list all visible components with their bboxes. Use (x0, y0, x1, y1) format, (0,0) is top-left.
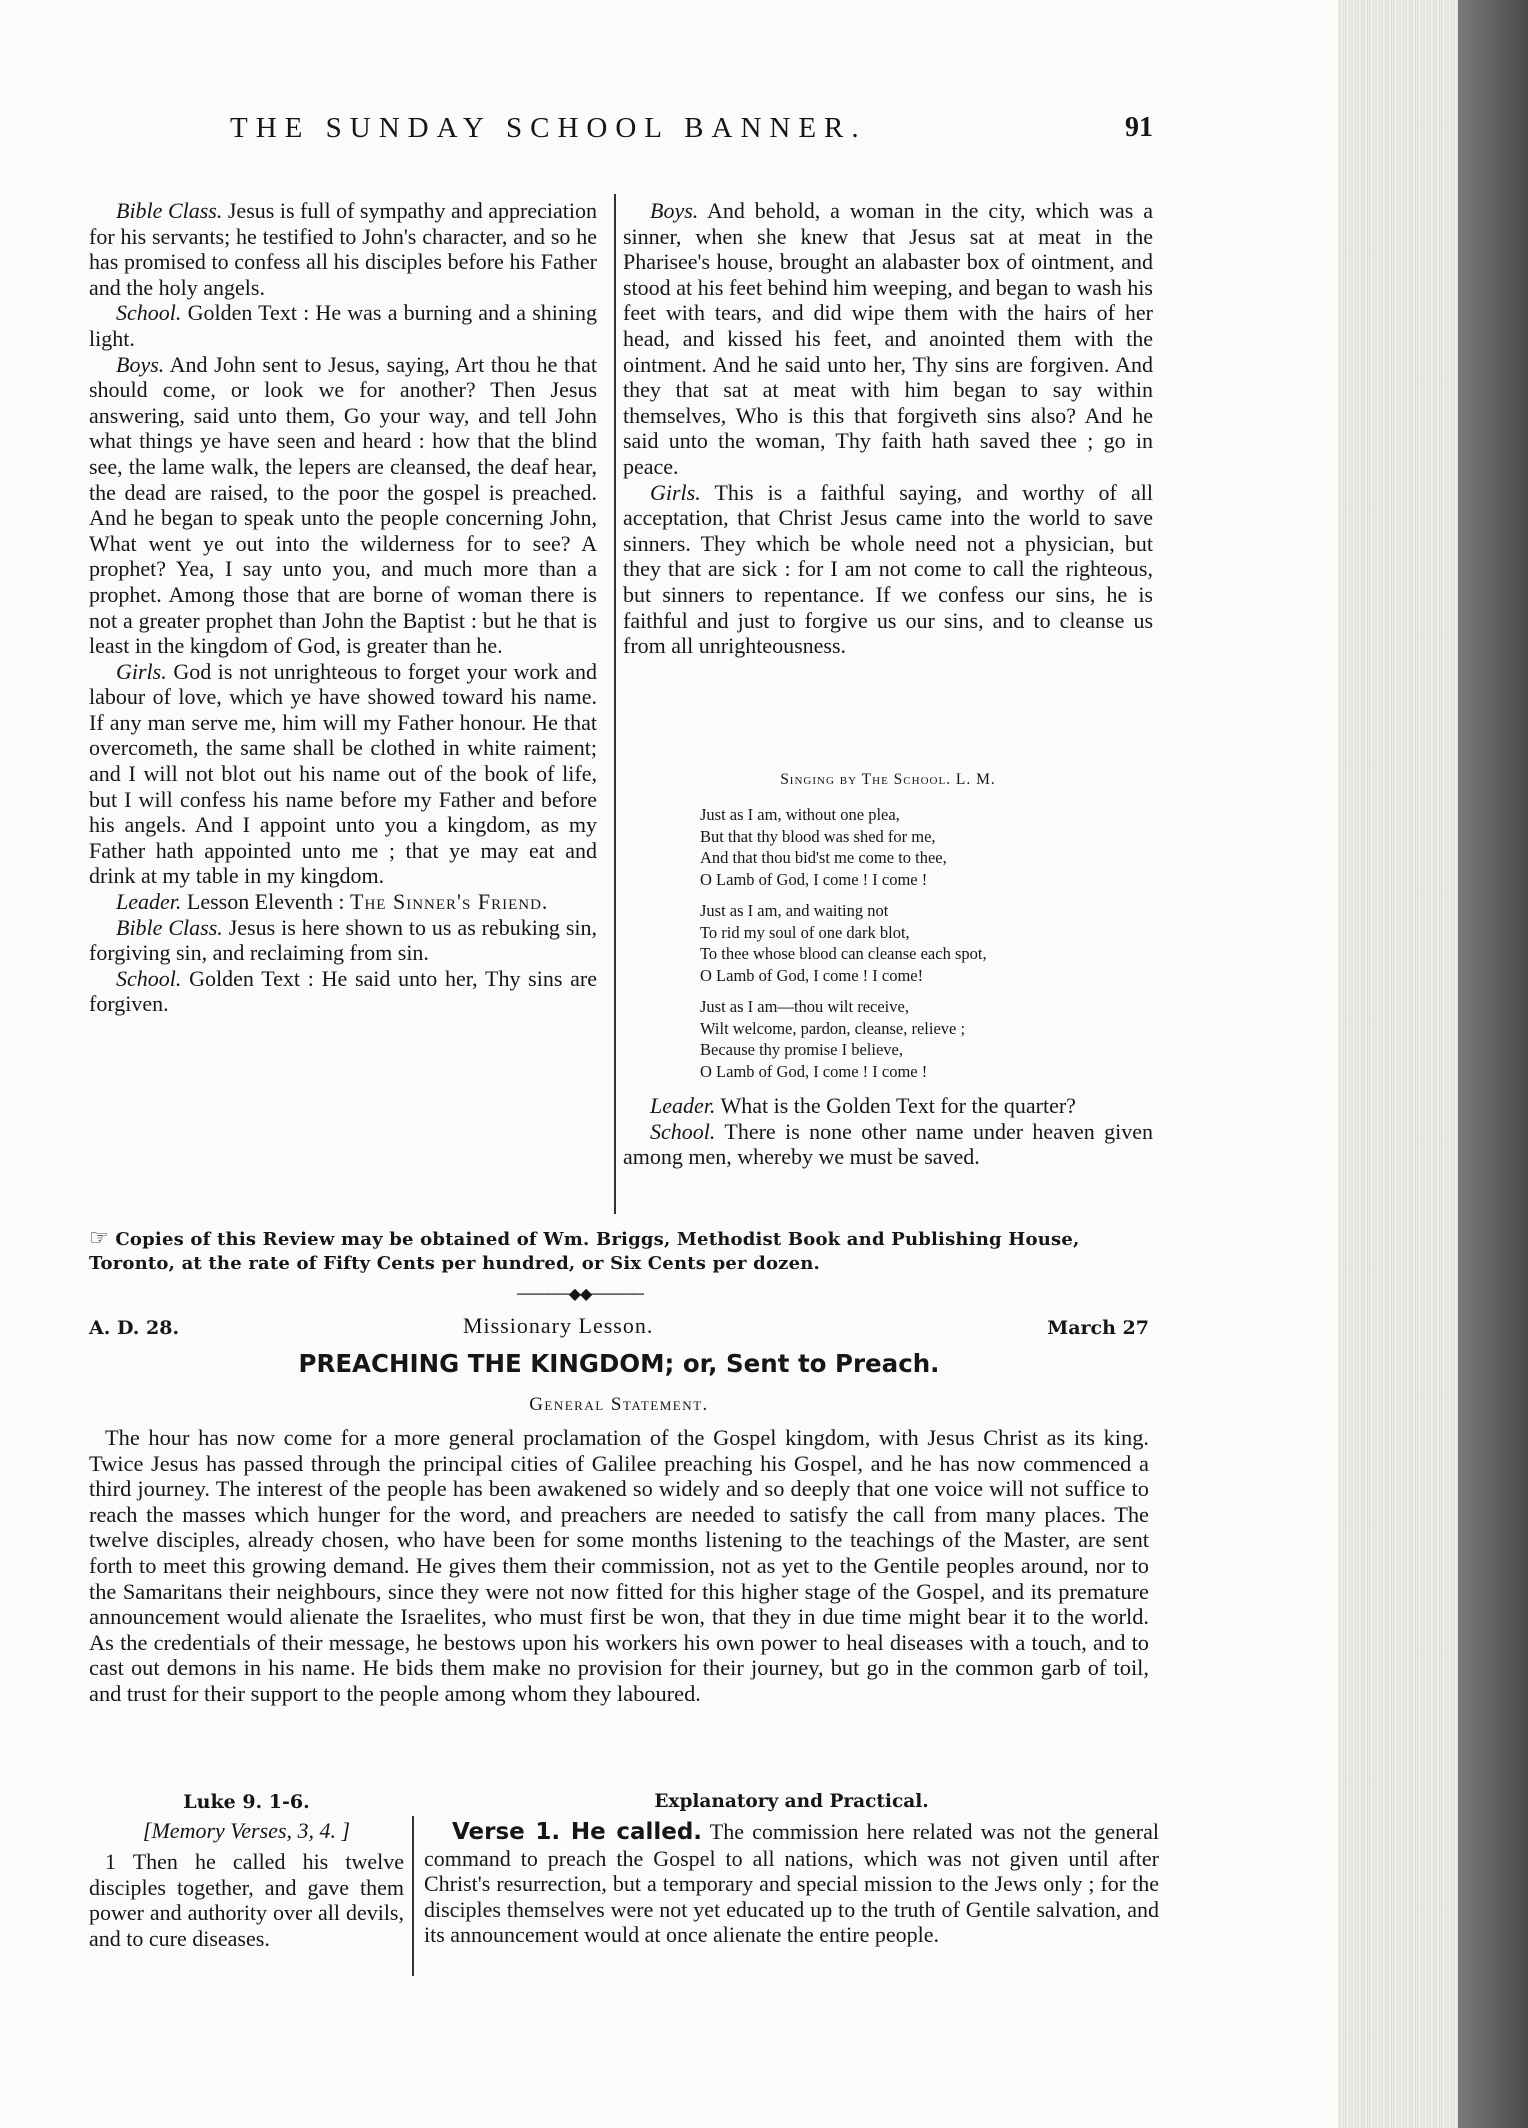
hymn-line: O Lamb of God, I come ! I come ! (700, 1061, 928, 1081)
paragraph-text: Golden Text : He was a burning and a shining light. (89, 300, 597, 351)
paragraph-text: And behold, a woman in the city, which was a sinner, when she knew that Jesus sat at meat in the Pharisee's house, brought an alabaster box of ointment, and stood at his feet behind him weeping, and began to wash his feet with tears, and did wipe them with the hairs of her head, and kissed his feet, and anointed them with the ointment. And he said unto her, Thy sins are forgiven. And they that sat at meat with him began to say within themselves, Who is this that forgiveth sins also? And he said unto the woman, Thy faith hath saved thee ; go in peace. (623, 198, 1153, 479)
paragraph (89, 966, 597, 1017)
running-header (0, 112, 1338, 158)
hymn-stanza (700, 804, 1120, 890)
paragraph-text: There is none other name under heaven given among men, whereby we must be saved. (623, 1118, 1153, 1170)
hymn-line: Just as I am, and waiting not (700, 901, 889, 920)
lesson-title (89, 1349, 1149, 1378)
ornament-divider: ─────◆◆───── (517, 1286, 643, 1303)
page-number: 91 (1125, 112, 1153, 143)
hymn-line: O Lamb of God, I come ! I come ! (700, 869, 928, 889)
explanatory-column (424, 1789, 1159, 1948)
scripture-column (89, 1789, 404, 1951)
paragraph-text: Jesus is full of sympathy and appreciation for his servants; he testified to John's character, and so he has promised to confess all his disciples before his Father and the holy angels. (89, 198, 597, 300)
speaker-label: School. (116, 965, 182, 991)
hymn-line: Wilt welcome, pardon, cleanse, relieve ; (700, 1018, 966, 1038)
lesson-date: March 27 (1047, 1317, 1149, 1339)
paragraph (89, 915, 597, 966)
hymn-line: But that thy blood was shed for me, (700, 826, 936, 846)
general-statement-heading: General Statement. (529, 1394, 709, 1415)
paragraph (89, 659, 597, 889)
notice-text: Copies of this Review may be obtained of Wm. Briggs, Methodist Book and Publishing House, Toronto, at the rate of Fifty Cents per hundred, or Six Cents per dozen. (89, 1229, 1080, 1274)
hymn-stanza (700, 996, 1120, 1082)
lesson-year: A. D. 28. (89, 1317, 180, 1339)
paragraph (623, 198, 1153, 480)
paragraph (623, 1093, 1153, 1119)
paragraph (89, 198, 597, 300)
paragraph-text: What is the Golden Text for the quarter? (715, 1093, 1076, 1118)
paragraph-text: Lesson Eleventh : (181, 889, 351, 915)
right-column-closing (623, 1093, 1153, 1170)
speaker-label: School. (650, 1118, 716, 1144)
hymn (700, 804, 1120, 1092)
hymn-line: Just as I am—thou wilt receive, (700, 997, 909, 1016)
hymn-line: O Lamb of God, I come ! I come! (700, 965, 924, 985)
paragraph-text: And John sent to Jesus, saying, Art thou he that should come, or look we for another? Then Jesus answering, said unto them, Go your way, and tell John what things ye have seen and heard : how that the blind see, the lame walk, the lepers are cleansed, the deaf hear, the dead are raised, to the poor the gospel is preached. And he began to speak unto the people concerning John, What went ye out into the wilderness for to see? A prophet? Yea, I say unto you, and much more than a prophet. Among those that are borne of woman there is not a greater prophet than John the Baptist : but he that is least in the kingdom of God, is greater than he. (89, 351, 597, 659)
hymn-line: To thee whose blood can cleanse each spot, (700, 944, 987, 963)
memory-verses: [Memory Verses, 3, 4. ] (142, 1818, 351, 1843)
hymn-line: And that thou bid'st me come to thee, (700, 848, 947, 867)
paragraph-text: Jesus is here shown to us as rebuking sin, forgiving sin, and reclaiming from sin. (89, 914, 597, 966)
speaker-label: Boys. (116, 351, 165, 377)
scripture-reference: Luke 9. 1-6. (183, 1791, 310, 1813)
paragraph (89, 889, 597, 915)
pointing-hand-icon: ☞ (89, 1226, 109, 1251)
lesson-title-sub: ; or, Sent to Preach. (664, 1349, 940, 1378)
verse-label: Verse 1. He called. (452, 1819, 703, 1845)
paragraph-text: Golden Text : He said unto her, Thy sins are forgiven. (89, 965, 597, 1017)
hymn-line: To rid my soul of one dark blot, (700, 922, 910, 942)
paragraph-text: God is not unrighteous to forget your work and labour of love, which ye have showed toward his name. If any man serve me, him will my Father honour. He that overcometh, the same shall be clothed in white raiment; and I will not blot out his name out of the book of life, but I will confess his name before my Father and before his angels. And I appoint unto you a kingdom, as my Father hath appointed unto me ; that ye may eat and drink at my table in my kingdom. (89, 658, 597, 889)
lesson-kind: Missionary Lesson. (463, 1313, 654, 1338)
column-divider (614, 194, 616, 1214)
lesson-title-main: PREACHING THE KINGDOM (298, 1349, 665, 1378)
hymn-stanza (700, 900, 1120, 986)
paragraph (623, 1119, 1153, 1170)
paragraph (89, 300, 597, 351)
scripture-verse: 1 Then he called his twelve disciples together, and gave them power and authority over all devils, and to cure diseases. (89, 1849, 404, 1951)
speaker-label: Bible Class. (116, 198, 223, 223)
right-column (623, 198, 1153, 659)
singing-heading: Singing by The School. L. M. (780, 771, 996, 788)
page-shadow (1458, 0, 1528, 2128)
paragraph-text: This is a faithful saying, and worthy of all acceptation, that Christ Jesus came into the world to save sinners. They which be whole need not a physician, but they that are sick : for I am not come to call the righteous, but sinners to repentance. If we confess our sins, he is faithful and just to forgive us our sins, and to cleanse us from all unrighteousness. (623, 479, 1153, 659)
speaker-label: Leader. (116, 889, 182, 915)
page-edge-stack (1338, 0, 1458, 2128)
speaker-label: Boys. (650, 198, 699, 223)
speaker-label: Bible Class. (116, 914, 223, 940)
general-statement-text: The hour has now come for a more general proclamation of the Gospel kingdom, with Jesus Christ as its king. Twice Jesus has passed through the principal cities of Galilee preaching his Gospel, and he has now commenced a third journey. The interest of the people has been awakened so widely and so deeply that one voice will not suffice to reach the masses which hunger for the word, and preachers are needed to satisfy the call from many places. The twelve disciples, already chosen, who have been for some months listening to the teachings of the Master, are sent forth to meet this growing demand. He gives them their commission, not as yet to the Gentile peoples around, nor to the Samaritans their neighbours, since they were not now fitted for this higher stage of the Gospel, and its premature announcement would alienate the Israelites, who must first be won, that they in due time might bear it to the world. As the credentials of their message, he bestows upon his workers his own power to heal diseases with a touch, and to cast out demons in his name. He bids them make no provision for their journey, but go in the common garb of toil, and trust for their support to the people among whom they laboured. (89, 1425, 1149, 1706)
explanatory-heading: Explanatory and Practical. (654, 1791, 929, 1812)
explanatory-body: The commission here related was not the general command to preach the Gospel to all nations, which was not given until after Christ's resurrection, but a temporary and special mission to the Jews only ; for the disciples themselves were not yet educated up to the truth of Gentile salvation, and its announcement would at once alienate the entire people. (424, 1819, 1159, 1948)
paragraph (89, 352, 597, 659)
speaker-label: School. (116, 300, 182, 326)
left-column (89, 198, 597, 1017)
speaker-label: Girls. (116, 658, 167, 684)
journal-title: THE SUNDAY SCHOOL BANNER. (230, 112, 867, 144)
lesson-name: The Sinner's Friend. (350, 889, 549, 915)
paragraph (623, 480, 1153, 659)
lesson-meta (89, 1313, 1149, 1345)
speaker-label: Leader. (650, 1093, 716, 1118)
hymn-line: Just as I am, without one plea, (700, 805, 900, 824)
hymn-line: Because thy promise I believe, (700, 1040, 903, 1059)
copies-notice (89, 1227, 1149, 1276)
explanatory-text (424, 1819, 1159, 1948)
speaker-label: Girls. (650, 479, 701, 505)
general-statement (89, 1425, 1149, 1707)
column-divider-bottom (412, 1816, 414, 1976)
